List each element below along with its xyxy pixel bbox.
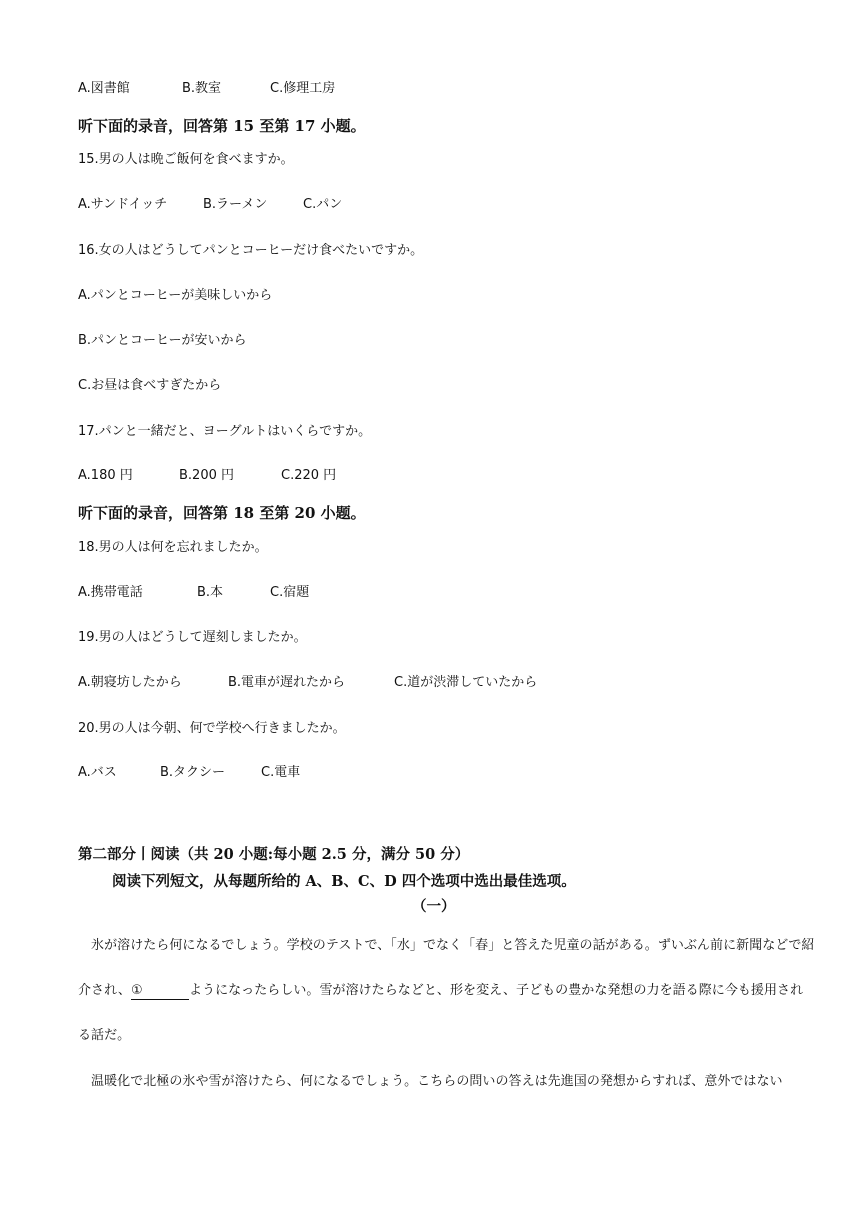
q19-options	[78, 673, 537, 693]
q17-options	[78, 466, 336, 486]
q15-option-a: A.サンドイッチ	[78, 197, 168, 212]
q17-option-c: C.220 円	[281, 468, 337, 483]
q14-option-a: A.図書館	[78, 81, 130, 96]
q18-question: 18.男の人は何を忘れましたか。	[78, 540, 268, 555]
passage-line-4: 温暖化で北極の氷や雪が溶けたら、何になるでしょう。こちらの問いの答えは先進国の発想からすれば、意外ではない	[78, 1074, 783, 1089]
q16-option-a: A.パンとコーヒーが美味しいから	[78, 288, 273, 303]
part2-instruction: 阅读下列短文，从每题所给的 A、B、C、D 四个选项中选出最佳选项。	[112, 873, 576, 890]
q19-question: 19.男の人はどうして遅刻しましたか。	[78, 630, 307, 645]
q17-question: 17.パンと一緒だと、ヨーグルトはいくらですか。	[78, 424, 372, 439]
q18-option-a: A.携帯電話	[78, 585, 143, 600]
q19-option-c: C.道が渋滞していたから	[394, 675, 538, 690]
part2-title: 第二部分丨阅读（共 20 小题:每小题 2.5 分，满分 50 分）	[78, 846, 470, 863]
q14-option-c: C.修理工房	[270, 81, 336, 96]
q15-option-c: C.パン	[303, 197, 343, 212]
q20-options	[78, 763, 300, 783]
answer-blank-1	[131, 983, 189, 1000]
q20-option-c: C.電車	[261, 765, 301, 780]
q18-options	[78, 583, 309, 603]
q19-option-b: B.電車が遅れたから	[228, 675, 346, 690]
q16-question: 16.女の人はどうしてパンとコーヒーだけ食べたいですか。	[78, 243, 424, 258]
q20-option-b: B.タクシー	[160, 765, 226, 780]
section-heading-18-20: 听下面的录音，回答第 18 至第 20 小题。	[78, 504, 366, 522]
q17-option-a: A.180 円	[78, 468, 133, 483]
q16-option-c: C.お昼は食べすぎたから	[78, 378, 222, 393]
q20-option-a: A.バス	[78, 765, 117, 780]
q20-question: 20.男の人は今朝、何で学校へ行きましたか。	[78, 721, 346, 736]
q19-option-a: A.朝寝坊したから	[78, 675, 182, 690]
passage-line-2-end: ようになったらしい。雪が溶けたらなどと、形を変え、子どもの豊かな発想の力を語る際に今も援用され	[188, 983, 804, 998]
q14-options	[78, 79, 335, 99]
q15-question: 15.男の人は晩ご飯何を食べますか。	[78, 152, 294, 167]
passage-line-3: る話だ。	[78, 1028, 131, 1043]
q18-option-c: C.宿題	[270, 585, 310, 600]
passage-line-1: 氷が溶けたら何になるでしょう。学校のテストで、「水」でなく「春」と答えた児童の話がある。ずいぶん前に新聞などで紹	[78, 938, 815, 953]
q18-option-b: B.本	[197, 585, 224, 600]
q16-option-b: B.パンとコーヒーが安いから	[78, 333, 247, 348]
passage-line-2-start: 介され、	[78, 983, 131, 998]
q14-option-b: B.教室	[182, 81, 222, 96]
passage-line-2	[78, 981, 803, 1001]
q15-options	[78, 195, 342, 215]
q15-option-b: B.ラーメン	[203, 197, 268, 212]
passage-number: （一）	[412, 898, 456, 915]
q17-option-b: B.200 円	[179, 468, 234, 483]
section-heading-15-17: 听下面的录音，回答第 15 至第 17 小题。	[78, 117, 366, 135]
blank-label: ①	[130, 983, 143, 998]
